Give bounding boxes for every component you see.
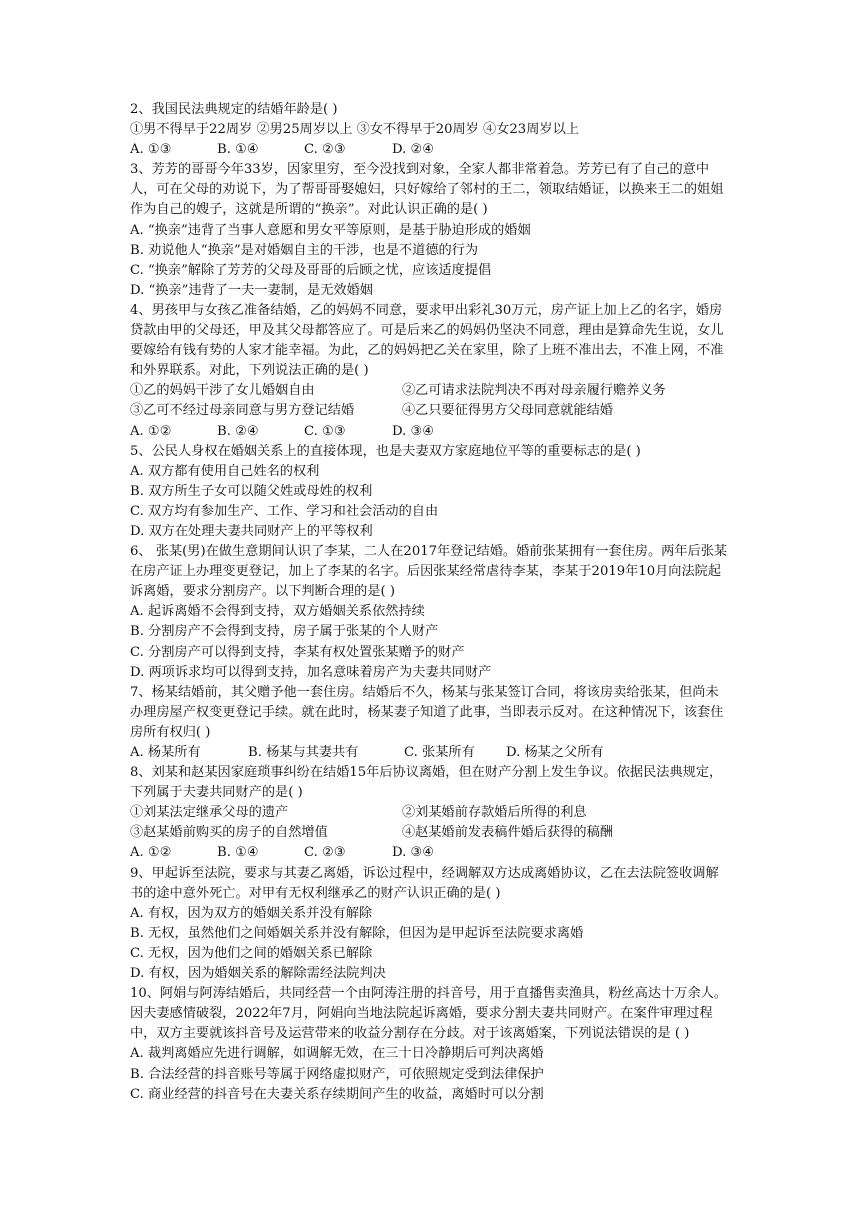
- item-3: ③乙可不经过母亲同意与男方登记结婚: [130, 403, 355, 419]
- question-6-stem: 6、 张某(男)在做生意期间认识了李某，二人在2017年登记结婚。婚前张某拥有一套住房。两年后张某在房产证上办理变更登记，加上了李某的名字。后因张某经常虐待李某，李某于2019年10月向法院起诉离婚，要求分割房产。以下判断合理的是( ): [130, 544, 728, 600]
- question-4-choices: [130, 422, 730, 442]
- question-4-items-row: [130, 401, 730, 421]
- question-2-stem: 2、我国民法典规定的结婚年龄是( ): [130, 102, 338, 117]
- item-4: ④赵某婚前发表稿件婚后获得的稿酬: [402, 825, 613, 841]
- option-c: C. “换亲”解除了芳芳的父母及哥哥的后顾之忧，应该适度提倡: [130, 262, 492, 278]
- item-2: ②乙可请求法院判决不再对母亲履行赡养义务: [402, 383, 666, 399]
- question-8-stem: 8、刘某和赵某因家庭琐事纠纷在结婚15年后协议离婚，但在财产分割上发生争议。依据民法典规定，下列属于夫妻共同财产的是( ): [130, 765, 723, 801]
- question-8: [130, 763, 730, 863]
- question-8-items-row: [130, 823, 730, 843]
- option-d: D. “换亲”违背了一夫一妻制，是无效婚姻: [130, 282, 373, 298]
- option-d: D. 两项诉求均可以得到支持，加名意味着房产为夫妻共同财产: [130, 664, 492, 680]
- question-3-stem: 3、芳芳的哥哥今年33岁，因家里穷，至今没找到对象，全家人都非常着急。芳芳已有了自己的意中人，可在父母的劝说下，为了帮哥哥娶媳妇，只好嫁给了邻村的王二，领取结婚证，以换来王二的姐姐作为自己的嫂子，这就是所谓的“换亲”。对此认识正确的是( ): [130, 162, 724, 218]
- option-d: D. 双方在处理夫妻共同财产上的平等权利: [130, 523, 373, 539]
- choice-a: A. ①②: [130, 845, 172, 861]
- question-2: [130, 100, 730, 160]
- choice-b: B. ①④: [217, 845, 259, 861]
- choice-c: C. ②③: [304, 845, 346, 861]
- question-4-items-row: [130, 381, 730, 401]
- question-7-stem: 7、杨某结婚前，其父赠予他一套住房。结婚后不久，杨某与张某签订合同，将该房卖给张某，但尚未办理房屋产权变更登记手续。就在此时，杨某妻子知道了此事，当即表示反对。在这种情况下，该套住房所有权归( ): [130, 684, 724, 740]
- option-b: B. 合法经营的抖音账号等属于网络虚拟财产，可依照规定受到法律保护: [130, 1066, 544, 1082]
- question-10: [130, 984, 730, 1105]
- question-8-choices: [130, 843, 730, 863]
- item-4: ④乙只要征得男方父母同意就能结婚: [402, 403, 613, 419]
- item-2: ②刘某婚前存款婚后所得的利息: [402, 805, 587, 821]
- question-7: [130, 683, 730, 763]
- option-b: B. 双方所生子女可以随父姓或母姓的权利: [130, 483, 373, 499]
- option-a: A. “换亲”违背了当事人意愿和男女平等原则，是基于胁迫形成的婚姻: [130, 222, 531, 238]
- choice-b: B. ①④: [217, 142, 259, 158]
- option-b: B. 无权，虽然他们之间婚姻关系并没有解除，但因为是甲起诉至法院要求离婚: [130, 925, 584, 941]
- option-c: C. 商业经营的抖音号在夫妻关系存续期间产生的收益，离婚时可以分割: [130, 1086, 544, 1102]
- question-4: [130, 301, 730, 442]
- choice-a: A. ①②: [130, 423, 172, 439]
- option-a: A. 有权，因为双方的婚姻关系并没有解除: [130, 905, 373, 921]
- choice-d: D. ③④: [392, 423, 435, 439]
- choice-b: B. 杨某与其妻共有: [248, 745, 359, 760]
- choice-c: C. ②③: [304, 142, 346, 158]
- choice-b: B. ②④: [217, 423, 259, 439]
- question-4-stem: 4、男孩甲与女孩乙准备结婚，乙的妈妈不同意，要求甲出彩礼30万元，房产证上加上乙的名字，婚房贷款由甲的父母还，甲及其父母都答应了。可是后来乙的妈妈仍坚决不同意，理由是算命先生说，女儿要嫁给有钱有势的人家才能幸福。为此，乙的妈妈把乙关在家里，除了上班不准出去，不准上网，不准和外界联系。对此，下列说法正确的是( ): [130, 302, 724, 379]
- question-7-choices: [130, 743, 730, 763]
- choice-c: C. 张某所有: [404, 745, 475, 760]
- option-a: A. 裁判离婚应先进行调解，如调解无效，在三十日冷静期后可判决离婚: [130, 1046, 544, 1062]
- item-1: ①刘某法定继承父母的遗产: [130, 805, 289, 821]
- option-b: B. 分割房产不会得到支持，房子属于张某的个人财产: [130, 624, 439, 640]
- question-8-items-row: [130, 803, 730, 823]
- choice-a: A. ①③: [130, 142, 172, 158]
- question-5-stem: 5、公民人身权在婚姻关系上的直接体现，也是夫妻双方家庭地位平等的重要标志的是( ): [130, 443, 641, 459]
- question-5: [130, 442, 730, 542]
- exam-page: [130, 100, 730, 1105]
- option-c: C. 分割房产可以得到支持，李某有权处置张某赠予的财产: [130, 644, 465, 660]
- choice-d: D. ③④: [392, 845, 435, 861]
- question-9: [130, 864, 730, 985]
- choice-d: D. 杨某之父所有: [506, 745, 604, 760]
- question-9-stem: 9、甲起诉至法院，要求与其妻乙离婚，诉讼过程中，经调解双方达成离婚协议，乙在去法院签收调解书的途中意外死亡。对甲有无权利继承乙的财产认识正确的是( ): [130, 865, 719, 901]
- option-b: B. 劝说他人“换亲”是对婚姻自主的干涉，也是不道德的行为: [130, 242, 479, 258]
- question-3: [130, 160, 730, 301]
- option-c: C. 无权，因为他们之间的婚姻关系已解除: [130, 945, 373, 961]
- option-a: A. 双方都有使用自己姓名的权利: [130, 463, 320, 479]
- question-2-choices: [130, 140, 730, 160]
- choice-c: C. ①③: [304, 423, 346, 439]
- item-1: ①乙的妈妈干涉了女儿婚姻自由: [130, 383, 315, 399]
- choice-d: D. ②④: [392, 142, 435, 158]
- question-6: [130, 542, 730, 683]
- option-d: D. 有权，因为婚姻关系的解除需经法院判决: [130, 966, 386, 982]
- choice-a: A. 杨某所有: [130, 745, 201, 760]
- option-a: A. 起诉离婚不会得到支持，双方婚姻关系依然持续: [130, 604, 425, 620]
- item-3: ③赵某婚前购买的房子的自然增值: [130, 825, 328, 841]
- question-10-stem: 10、阿娟与阿涛结婚后，共同经营一个由阿涛注册的抖音号，用于直播售卖渔具，粉丝高达十万余人。因夫妻感情破裂，2022年7月，阿娟向当地法院起诉离婚，要求分割夫妻共同财产。在案件审理过程中，双方主要就该抖音号及运营带来的收益分割存在分歧。对于该离婚案，下列说法错误的是 ( ): [130, 986, 728, 1042]
- question-2-items: ①男不得早于22周岁 ②男25周岁以上 ③女不得早于20周岁 ④女23周岁以上: [130, 122, 579, 138]
- option-c: C. 双方均有参加生产、工作、学习和社会活动的自由: [130, 503, 439, 519]
